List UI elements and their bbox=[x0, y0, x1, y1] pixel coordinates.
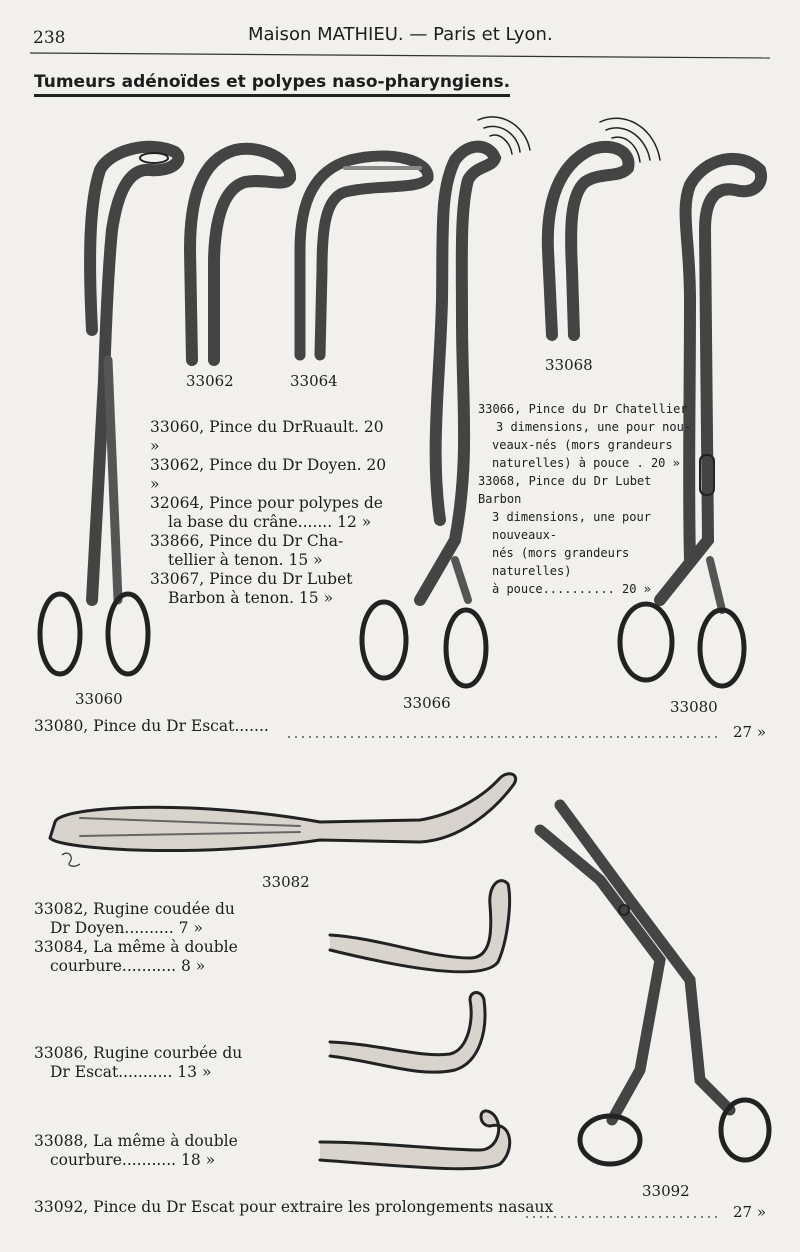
rugine-list-33088 bbox=[34, 1132, 254, 1170]
list-item: à pouce.......... 20 » bbox=[492, 582, 651, 596]
figure-number-33062: 33062 bbox=[186, 372, 234, 390]
page-number: 238 bbox=[33, 28, 66, 48]
rugine-33086-drawing bbox=[330, 993, 485, 1073]
list-item: veaux-nés (mors grandeurs bbox=[492, 438, 673, 452]
list-item: 3 dimensions, une pour nouveaux- bbox=[492, 510, 651, 542]
list-item: 3 dimensions, une pour nou- bbox=[496, 420, 692, 434]
list-item: nés (mors grandeurs naturelles) bbox=[492, 546, 630, 578]
list-item: 33066, Pince du Dr Chatellier bbox=[478, 402, 688, 416]
list-item: courbure........... 18 » bbox=[50, 1151, 216, 1169]
page-header-title: Maison MATHIEU. — Paris et Lyon. bbox=[248, 24, 553, 45]
engraver-signature bbox=[62, 853, 80, 866]
list-item: 33088, La même à double bbox=[34, 1132, 238, 1150]
catalogue-line-33092: 33092, Pince du Dr Escat pour extraire les prolongements nasaux bbox=[34, 1198, 554, 1216]
rugine-list-33082 bbox=[34, 900, 254, 976]
list-item: Dr Escat........... 13 » bbox=[50, 1063, 212, 1081]
list-item: 33086, Rugine courbée du bbox=[34, 1044, 243, 1062]
list-item: courbure........... 8 » bbox=[50, 957, 206, 975]
rugine-list-33086 bbox=[34, 1044, 254, 1082]
list-item: 33067, Pince du Dr Lubet bbox=[150, 570, 353, 588]
forceps-33092-drawing bbox=[540, 805, 769, 1164]
figure-number-33092: 33092 bbox=[642, 1182, 690, 1200]
list-item: naturelles) à pouce . 20 » bbox=[492, 456, 680, 470]
list-item: Barbon à tenon. 15 » bbox=[168, 589, 334, 607]
figure-number-33066: 33066 bbox=[403, 694, 451, 712]
rugine-33088-drawing bbox=[320, 1111, 510, 1169]
price-33092: 27 » bbox=[733, 1203, 767, 1221]
list-item: 32064, Pince pour polypes de bbox=[150, 494, 383, 512]
figure-number-33080: 33080 bbox=[670, 698, 718, 716]
list-item: 33084, La même à double bbox=[34, 938, 238, 956]
catalogue-line-33080: 33080, Pince du Dr Escat....... bbox=[34, 717, 269, 735]
figure-number-33060: 33060 bbox=[75, 690, 123, 708]
list-item: 33866, Pince du Dr Cha- bbox=[150, 532, 344, 550]
list-item: tellier à tenon. 15 » bbox=[168, 551, 323, 569]
price-33080: 27 » bbox=[733, 723, 767, 741]
rugine-33084-drawing bbox=[330, 881, 510, 972]
list-item: 33068, Pince du Dr Lubet Barbon bbox=[478, 474, 652, 506]
figure-number-33082: 33082 bbox=[262, 873, 310, 891]
section-title: Tumeurs adénoïdes et polypes naso-pharyngiens. bbox=[34, 72, 510, 97]
list-item: 33082, Rugine coudée du bbox=[34, 900, 235, 918]
list-item: 33060, Pince du DrRuault. 20 » bbox=[150, 418, 384, 455]
figure-number-33064: 33064 bbox=[290, 372, 338, 390]
list-item: 33062, Pince du Dr Doyen. 20 » bbox=[150, 456, 387, 493]
rugine-33082-drawing bbox=[50, 774, 516, 851]
list-item: la base du crâne....... 12 » bbox=[168, 513, 372, 531]
figure-number-33068: 33068 bbox=[545, 356, 593, 374]
list-item: Dr Doyen.......... 7 » bbox=[50, 919, 203, 937]
